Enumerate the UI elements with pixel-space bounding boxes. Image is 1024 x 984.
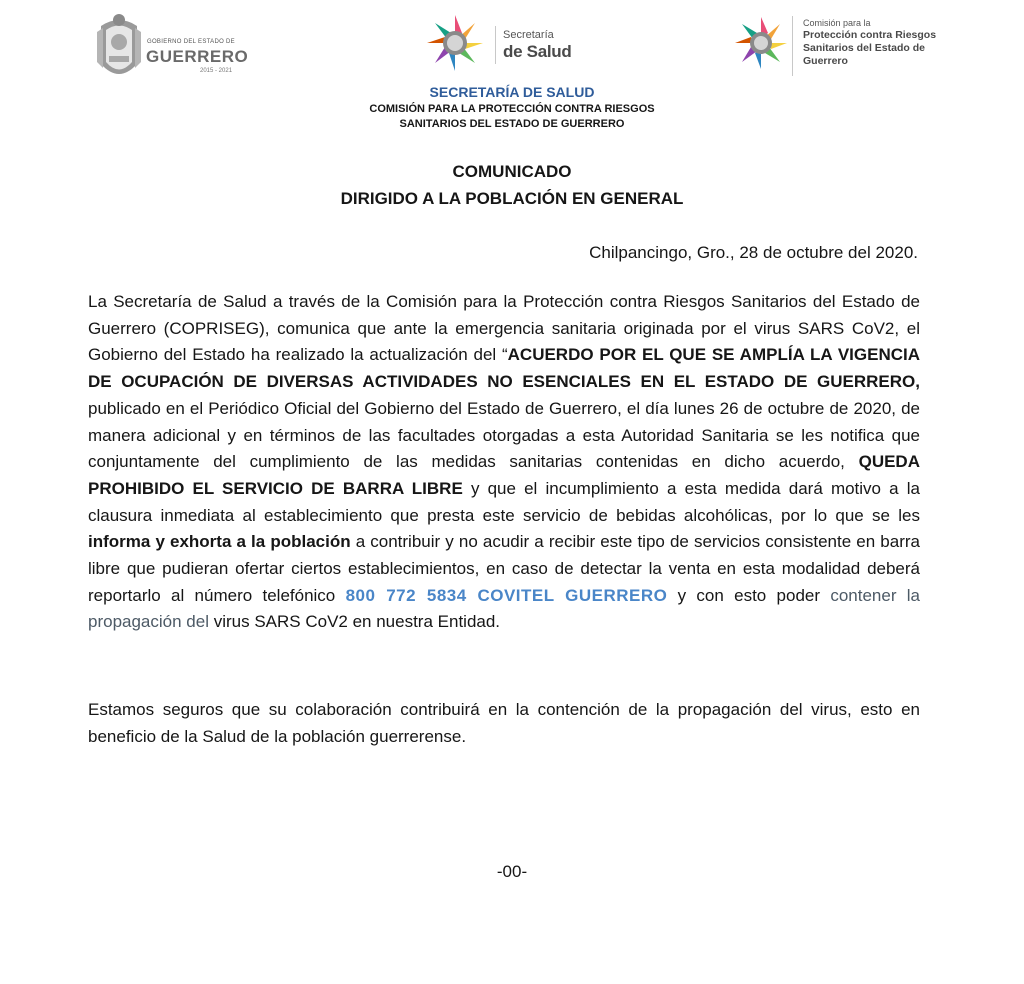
cop-line1-text: Comisión para la	[803, 18, 871, 28]
para1-grey-text: contener la propagación del	[88, 585, 921, 632]
commission-line2: SANITARIOS DEL ESTADO DE GUERRERO	[399, 118, 625, 130]
cop-line3-text: Sanitarios del Estado de	[803, 42, 925, 54]
coprisg-star-icon	[733, 12, 789, 74]
date-line: Chilpancingo, Gro., 28 de octubre del 2020.	[589, 243, 918, 262]
department-title: SECRETARÍA DE SALUD	[429, 84, 595, 100]
gobierno-guerrero-logo	[95, 12, 265, 87]
cop-line2-text: Protección contra Riesgos	[803, 29, 937, 41]
para1-bold-agreement: ACUERDO POR EL QUE SE AMPLÍA LA VIGENCIA DE OCUPACIÓN DE DIVERSAS ACTIVIDADES NO ESENCIALES EN EL ESTADO DE GUERRERO,	[88, 345, 921, 392]
coprisg-logo	[733, 12, 973, 77]
salud-star-icon	[425, 12, 485, 74]
gob-big-text: GUERRERO	[146, 47, 249, 66]
gob-years-text: 2015 - 2021	[200, 68, 233, 74]
logo-divider	[792, 16, 793, 76]
end-mark: -00-	[496, 862, 528, 881]
para1-text: y que el incumplimiento a esta medida dará motivo a la clausura inmediata al establecimiento que presta este servicio de bebidas alcohólicas, por lo que se les	[88, 478, 920, 525]
secretaria-salud-logo	[425, 12, 585, 77]
paragraph-closing: Estamos seguros que su colaboración contribuirá en la contención de la propagación del virus, esto en beneficio de la Salud de la población guerrerense.	[88, 700, 920, 746]
para1-bold-prohibition: QUEDA PROHIBIDO EL SERVICIO DE BARRA LIBRE	[88, 452, 920, 498]
communique-title: COMUNICADO	[452, 162, 572, 181]
commission-line1: COMISIÓN PARA LA PROTECCIÓN CONTRA RIESGOS	[369, 103, 655, 115]
ss-line2-text: de Salud	[503, 42, 572, 61]
para1-text: y con esto poder	[667, 585, 831, 605]
logo-divider	[495, 26, 496, 64]
gob-small-text: GOBIERNO DEL ESTADO DE	[147, 39, 235, 45]
para1-text: virus SARS CoV2 en nuestra Entidad.	[208, 612, 501, 632]
para1-text: publicado en el Periódico Oficial del Gobierno del Estado de Guerrero, el día lunes 26 de octubre de 2020, de manera adicional y en términos de las facultades otorgadas a esta Autoridad Sanitaria se les notifica que conjuntamente del cumplimiento de las medidas sanitarias contenidas en dicho acuerdo,	[88, 398, 920, 472]
cop-line4-text: Guerrero	[803, 55, 848, 67]
phone-number-link[interactable]: 800 772 5834 COVITEL GUERRERO	[345, 585, 668, 605]
para1-bold-exhort: informa y exhorta a la población	[88, 532, 351, 552]
audience-subtitle: DIRIGIDO A LA POBLACIÓN EN GENERAL	[340, 189, 684, 208]
guerrero-shield-icon	[95, 12, 143, 87]
para1-text: a contribuir y no acudir a recibir este tipo de servicios consistente en barra libre que pudieran ofertar ciertos establecimientos, en caso de detectar la venta en esta modalidad deberá reportarlo al número telefónico	[88, 532, 920, 605]
ss-line1-text: Secretaría	[503, 29, 554, 41]
paragraph-main	[88, 289, 920, 636]
para1-text: La Secretaría de Salud a través de la Comisión para la Protección contra Riesgos Sanitarios del Estado de Guerrero (COPRISEG), comunica que ante la emergencia sanitaria originada por el virus SARS CoV2, el Gobierno del Estado ha realizado la actualización del “	[88, 292, 920, 365]
